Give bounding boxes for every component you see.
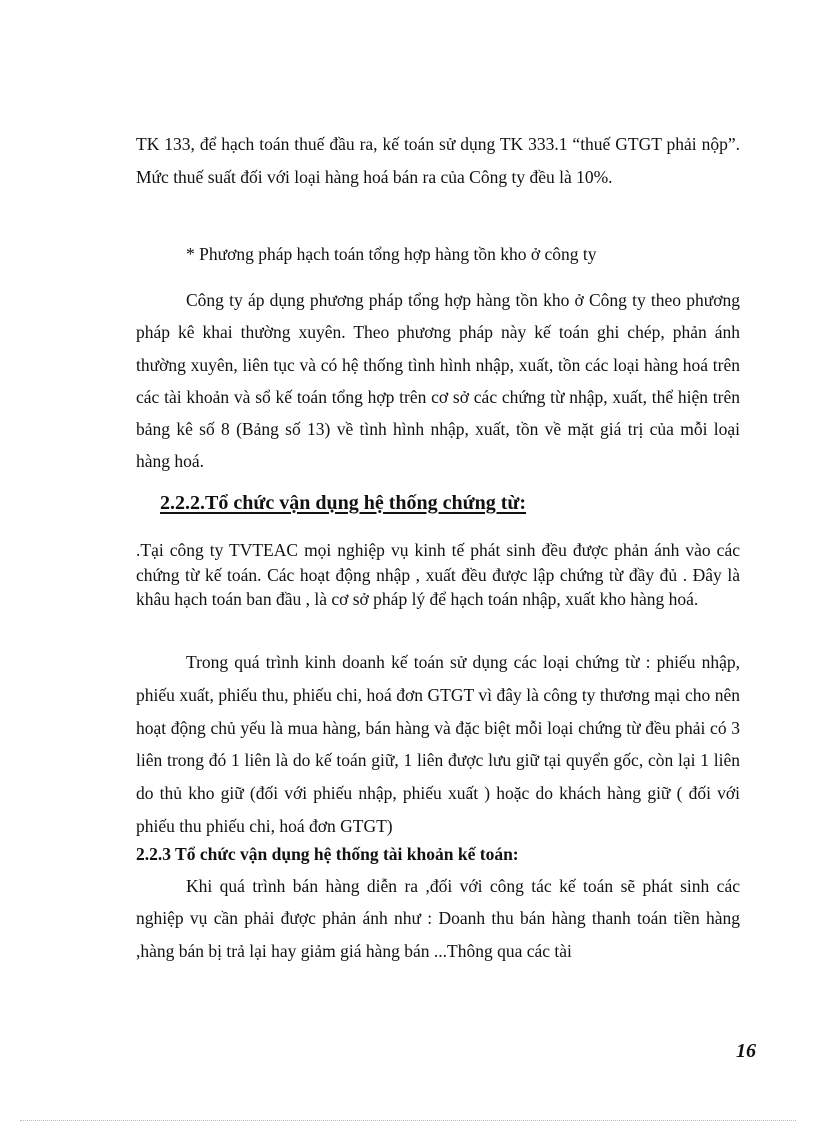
- page-number: 16: [736, 1040, 756, 1062]
- paragraph-company-documents: .Tại công ty TVTEAC mọi nghiệp vụ kinh tế phát sinh đều được phản ánh vào các chứng từ kế toán. Các hoạt động nhập , xuất đều được lập chứng từ đầy đủ . Đây là khâu hạch toán ban đầu , là cơ sở pháp lý để hạch toán nhập, xuất kho hàng hoá.: [136, 540, 740, 609]
- section-heading-documents: 2.2.2.Tổ chức vận dụng hệ thống chứng từ:: [160, 492, 527, 514]
- paragraph-method-heading: * Phương pháp hạch toán tổng hợp hàng tồn kho ở công ty: [186, 244, 597, 264]
- paragraph-tax-accounts: TK 133, để hạch toán thuế đầu ra, kế toán sử dụng TK 333.1 “thuế GTGT phải nộp”. Mức thuế suất đối với loại hàng hoá bán ra của Công ty đều là 10%.: [136, 134, 740, 187]
- page-bottom-rule: [20, 1120, 796, 1121]
- section-heading-accounts: 2.2.3 Tổ chức vận dụng hệ thống tài khoản kế toán:: [136, 844, 519, 864]
- paragraph-sales-process: Khi quá trình bán hàng diễn ra ,đối với công tác kế toán sẽ phát sinh các nghiệp vụ cần phải được phản ánh như : Doanh thu bán hàng thanh toán tiền hàng ,hàng bán bị trả lại hay giảm giá hàng bán ...Thông qua các tài: [136, 876, 740, 961]
- paragraph-document-types: Trong quá trình kinh doanh kế toán sử dụng các loại chứng từ : phiếu nhập, phiếu xuất, phiếu thu, phiếu chi, hoá đơn GTGT vì đây là công ty thương mại cho nên hoạt động chủ yếu là mua hàng, bán hàng và đặc biệt mỗi loại chứng từ đều phải có 3 liên trong đó 1 liên là do kế toán giữ, 1 liên được lưu giữ tại quyển gốc, còn lại 1 liên do thủ kho giữ (đối với phiếu nhập, phiếu xuất ) hoặc do khách hàng giữ ( đối với phiếu thu phiếu chi, hoá đơn GTGT): [136, 652, 740, 836]
- paragraph-inventory-method: Công ty áp dụng phương pháp tổng hợp hàng tồn kho ở Công ty theo phương pháp kê khai thường xuyên. Theo phương pháp này kế toán ghi chép, phản ánh thường xuyên, liên tục và có hệ thống tình hình nhập, xuất, tồn các loại hàng hoá trên các tài khoản và sổ kế toán tổng hợp trên cơ sở các chứng từ nhập, xuất, thể hiện trên bảng kê số 8 (Bảng số 13) về tình hình nhập, xuất, tồn về mặt giá trị của mỗi loại hàng hoá.: [136, 290, 740, 472]
